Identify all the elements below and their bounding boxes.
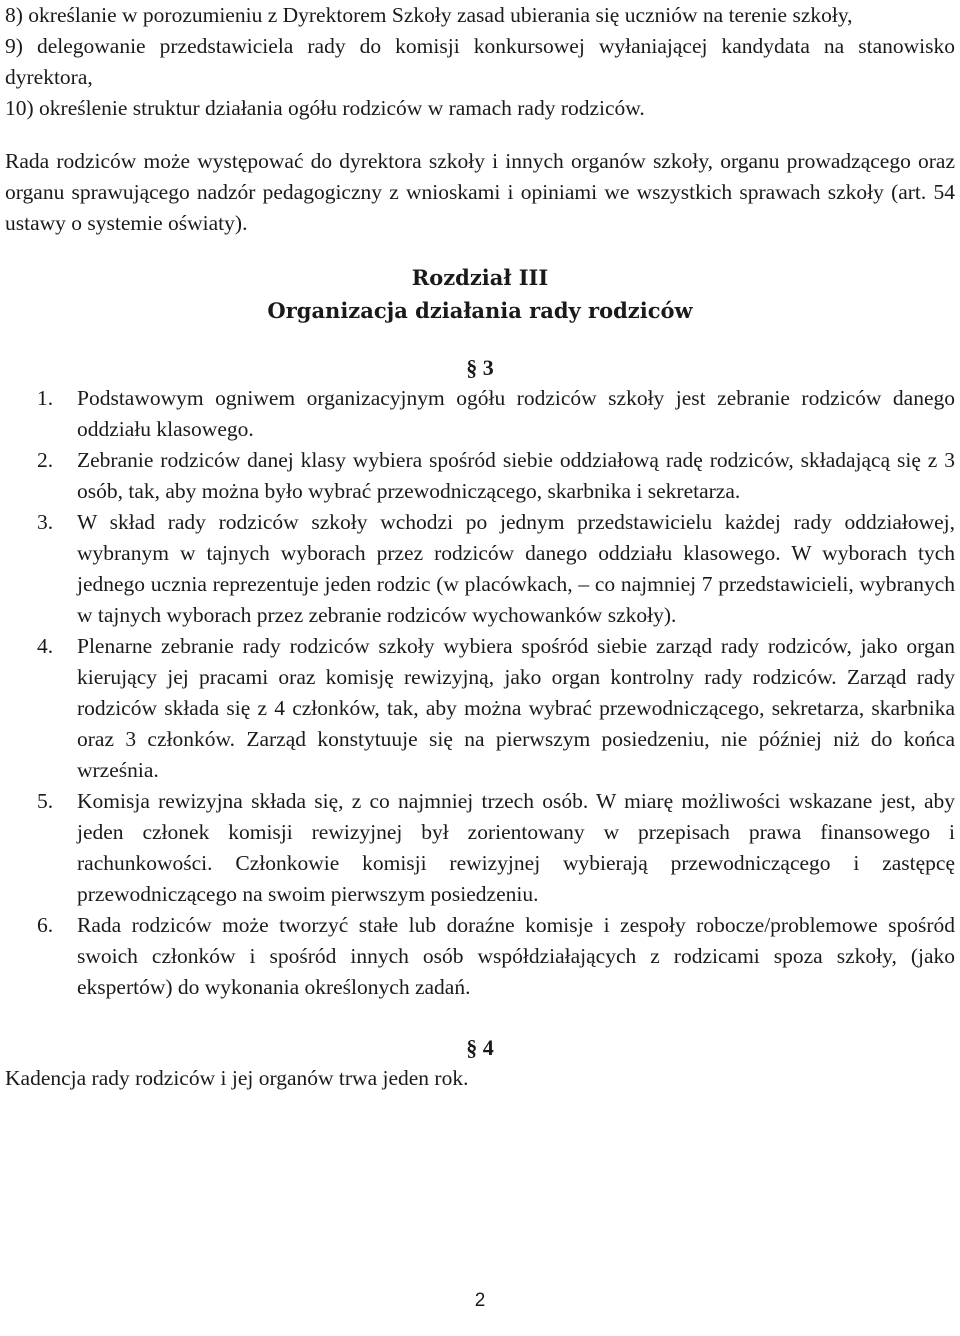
item-number: 6. — [37, 913, 54, 937]
intro-item-9: 9) delegowanie przedstawiciela rady do komisji konkursowej wyłaniającej kandydata na stanowisko dyrektora, — [5, 34, 955, 89]
item-text: Zebranie rodziców danej klasy wybiera spośród siebie oddziałową radę rodziców, składającą się z 3 osób, tak, aby można było wybrać przewodniczącego, skarbnika i sekretarza. — [77, 448, 955, 503]
page-number: 2 — [474, 1290, 486, 1311]
item-number: 5. — [37, 789, 54, 813]
list-item — [37, 445, 955, 507]
section-3-heading: § 3 — [466, 355, 494, 380]
chapter-number: Rozdział III — [411, 265, 549, 290]
intro-item-8: 8) określanie w porozumieniu z Dyrektorem Szkoły zasad ubierania się uczniów na terenie szkoły, — [5, 3, 853, 27]
item-number: 2. — [37, 448, 54, 472]
intro-item-10: 10) określenie struktur działania ogółu rodziców w ramach rady rodziców. — [5, 96, 645, 120]
list-item — [37, 631, 955, 786]
section-4-text: Kadencja rady rodziców i jej organów trwa jeden rok. — [5, 1066, 469, 1090]
item-text: Plenarne zebranie rady rodziców szkoły wybiera spośród siebie zarząd rady rodziców, jako organ kierujący jej pracami oraz komisję rewizyjną, jako organ kontrolny rady rodziców. Zarząd rady rodziców składa się z 4 członków, tak, aby można wybrać przewodniczącego, sekretarza, skarbnika oraz 3 członków. Zarząd konstytuuje się na pierwszym posiedzeniu, nie później niż do końca września. — [77, 634, 955, 782]
list-item — [37, 910, 955, 1003]
item-text: Komisja rewizyjna składa się, z co najmniej trzech osób. W miarę możliwości wskazane jest, aby jeden członek komisji rewizyjnej był zorientowany w przepisach prawa finansowego i rachunkowości. Członkowie komisji rewizyjnej wybierają przewodniczącego i zastępcę przewodniczącego na swoim pierwszym posiedzeniu. — [77, 789, 955, 906]
item-number: 1. — [37, 386, 54, 410]
list-item — [37, 383, 955, 445]
chapter-title: Organizacja działania rady rodziców — [267, 298, 693, 323]
item-number: 3. — [37, 510, 54, 534]
item-text: Podstawowym ogniwem organizacyjnym ogółu rodziców szkoły jest zebranie rodziców danego oddziału klasowego. — [77, 386, 955, 441]
document-page — [5, 0, 955, 1094]
chapter-heading — [5, 261, 955, 327]
item-text: Rada rodziców może tworzyć stałe lub doraźne komisje i zespoły robocze/problemowe spośród swoich członków i spośród innych osób współdziałających z rodzicami spoza szkoły, (jako ekspertów) do wykonania określonych zadań. — [77, 913, 955, 999]
section-4-heading: § 4 — [466, 1035, 494, 1060]
section-3-list — [5, 383, 955, 1003]
list-item — [37, 786, 955, 910]
item-text: W skład rady rodziców szkoły wchodzi po jednym przedstawicielu każdej rady oddziałowej, wybranym w tajnych wyborach przez rodziców danego oddziału klasowego. W wyborach tych jednego ucznia reprezentuje jeden rodzic (w placówkach, – co najmniej 7 przedstawicieli, wybranych w tajnych wyborach przez zebranie rodziców wychowanków szkoły). — [77, 510, 955, 627]
paragraph-rada-rodzicow: Rada rodziców może występować do dyrektora szkoły i innych organów szkoły, organu prowadzącego oraz organu sprawującego nadzór pedagogiczny z wnioskami i opiniami we wszystkich sprawach szkoły (art. 54 ustawy o systemie oświaty). — [5, 149, 955, 235]
intro-list — [5, 0, 955, 124]
list-item — [37, 507, 955, 631]
item-number: 4. — [37, 634, 54, 658]
